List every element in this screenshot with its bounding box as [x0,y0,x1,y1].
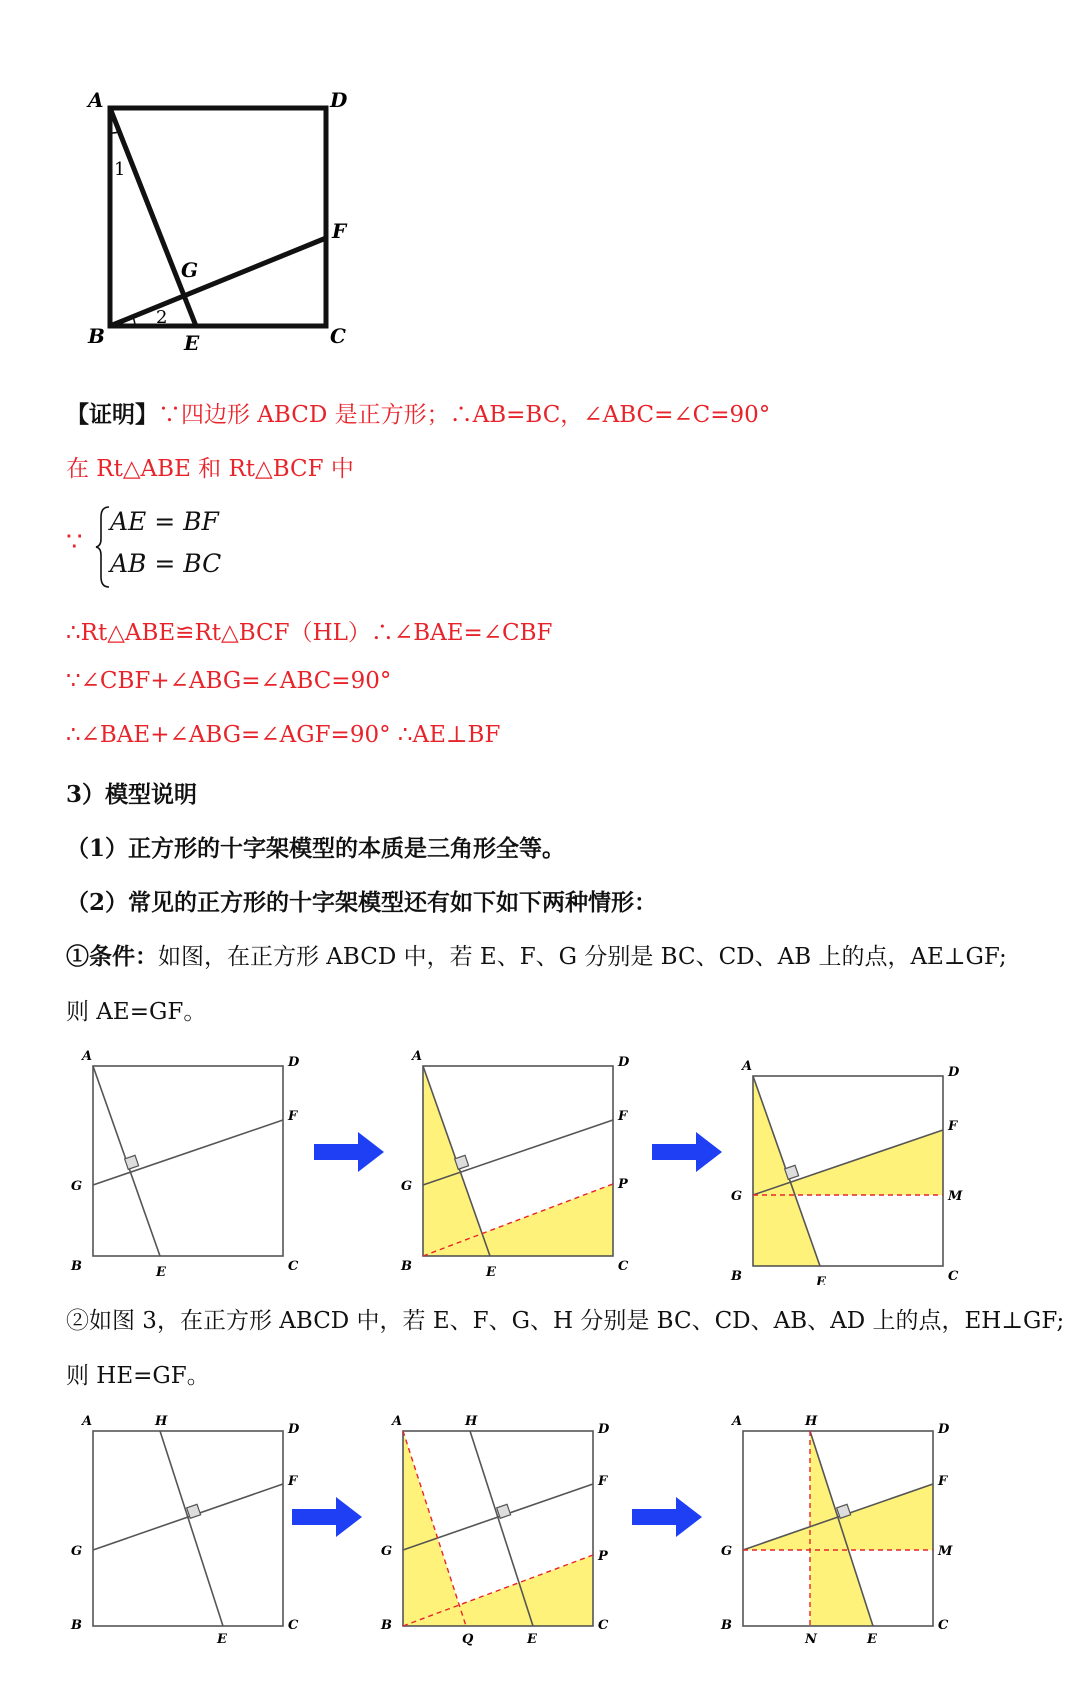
r1f1-e: E [156,1265,166,1280]
r2f1-c: C [288,1618,299,1633]
r2f3-f: F [938,1474,948,1489]
r2f2-a: A [392,1414,403,1429]
r1f2-g: G [401,1179,413,1194]
case2-result: 则 HE=GF。 [66,1363,210,1389]
r2f3-c: C [938,1618,949,1633]
r1f3-a: A [742,1059,753,1074]
label-c: C [330,324,346,348]
row2-fig2 [380,1414,610,1647]
r2f2-p: P [598,1549,608,1564]
r2f3-d: D [938,1422,950,1437]
label-b: B [88,324,105,348]
r1f3-f: F [948,1119,958,1134]
r2f3-e: E [867,1632,877,1647]
r2f1-h: H [155,1414,168,1429]
row1-fig2 [400,1049,630,1280]
r2f1-g: G [71,1544,83,1559]
r2f3-n: N [805,1632,817,1647]
r2f1-d: D [288,1422,300,1437]
r1f3-e: E [816,1275,826,1285]
r1f3-c: C [948,1269,959,1284]
segment-bf [110,238,326,326]
r1f2-f: F [618,1109,628,1124]
r1f3-g: G [731,1189,743,1204]
r2f2-e: E [527,1632,537,1647]
r2f3-b: B [721,1618,732,1633]
r2f2-c: C [598,1618,609,1633]
model-item-2: （2）常见的正方形的十字架模型还有如下如下两种情形： [66,889,658,916]
label-d: D [330,88,348,112]
row1-fig3 [730,1059,963,1285]
row2-arrow-2 [632,1497,702,1537]
row2-figures [60,1405,1060,1690]
label-f: F [332,219,347,243]
r1f1-d: D [288,1055,300,1070]
proof-line-2: 在 Rt△ABE 和 Rt△BCF 中 [66,456,354,482]
case1-text [66,938,1007,971]
row1-fig1 [70,1049,300,1280]
main-square-figure [80,85,370,360]
r2f2-d: D [598,1422,610,1437]
r2f2-q: Q [462,1632,474,1647]
label-a: A [88,88,104,112]
model-heading: 3）模型说明 [66,781,198,808]
r2f1-a: A [82,1414,93,1429]
label-angle2: 2 [156,307,168,328]
r2f3-m: M [938,1544,953,1559]
proof-line-4: ∵∠CBF+∠ABG=∠ABC=90° [66,668,392,694]
r2f2-h: H [465,1414,478,1429]
because-symbol: ∵ [66,527,83,557]
equation-2: AB = BC [110,549,222,578]
row1-arrow-2 [652,1132,722,1172]
label-e: E [184,331,200,355]
r1f2-c: C [618,1259,629,1274]
r1f1-c: C [288,1259,299,1274]
segment-ae [110,108,199,326]
label-angle1: 1 [114,159,126,180]
case2-text: ②如图 3，在正方形 ABCD 中，若 E、F、G、H 分别是 BC、CD、AB、AD 上的点，EH⊥GF; [66,1308,1065,1334]
r1f2-d: D [618,1055,630,1070]
r1f3-d: D [948,1065,960,1080]
proof-line-1 [66,396,770,429]
r1f1-f: F [288,1109,298,1124]
r1f2-b: B [401,1259,412,1274]
row2-fig3 [720,1414,953,1647]
r1f2-p: P [618,1177,628,1192]
r1f2-a: A [412,1049,423,1064]
r1f1-a: A [82,1049,93,1064]
row2-arrow-1 [292,1497,362,1537]
equation-1: AE = BF [110,507,219,536]
r2f2-b: B [381,1618,392,1633]
r2f2-g: G [381,1544,393,1559]
equation-system [66,505,326,590]
model-item-1: （1）正方形的十字架模型的本质是三角形全等。 [66,835,566,862]
r2f2-f: F [598,1474,608,1489]
r2f1-f: F [288,1474,298,1489]
proof-prefix: 【证明】 [66,401,158,428]
proof-line1-text: ∵四边形 ABCD 是正方形；∴AB=BC，∠ABC=∠C=90° [158,402,771,428]
r1f1-b: B [71,1259,82,1274]
r1f3-b: B [731,1269,742,1284]
r2f1-b: B [71,1618,82,1633]
r1f3-m: M [948,1189,963,1204]
case1-body: 如图，在正方形 ABCD 中，若 E、F、G 分别是 BC、CD、AB 上的点，AE⊥GF; [158,944,1007,970]
row2-fig1 [70,1414,300,1647]
r2f3-g: G [721,1544,733,1559]
row1-figures [60,1040,1060,1285]
proof-line-5: ∴∠BAE+∠ABG=∠AGF=90° ∴AE⊥BF [66,722,501,748]
r2f3-h: H [805,1414,818,1429]
r2f1-e: E [217,1632,227,1647]
label-g: G [181,258,199,282]
r2f3-a: A [732,1414,743,1429]
proof-line-3: ∴Rt△ABE≌Rt△BCF（HL）∴∠BAE=∠CBF [66,620,553,646]
row1-arrow-1 [314,1132,384,1172]
case1-result: 则 AE=GF。 [66,999,207,1025]
square-abcd [110,108,326,326]
case1-prefix: ①条件： [66,943,158,970]
r1f1-g: G [71,1179,83,1194]
r1f2-e: E [486,1265,496,1280]
